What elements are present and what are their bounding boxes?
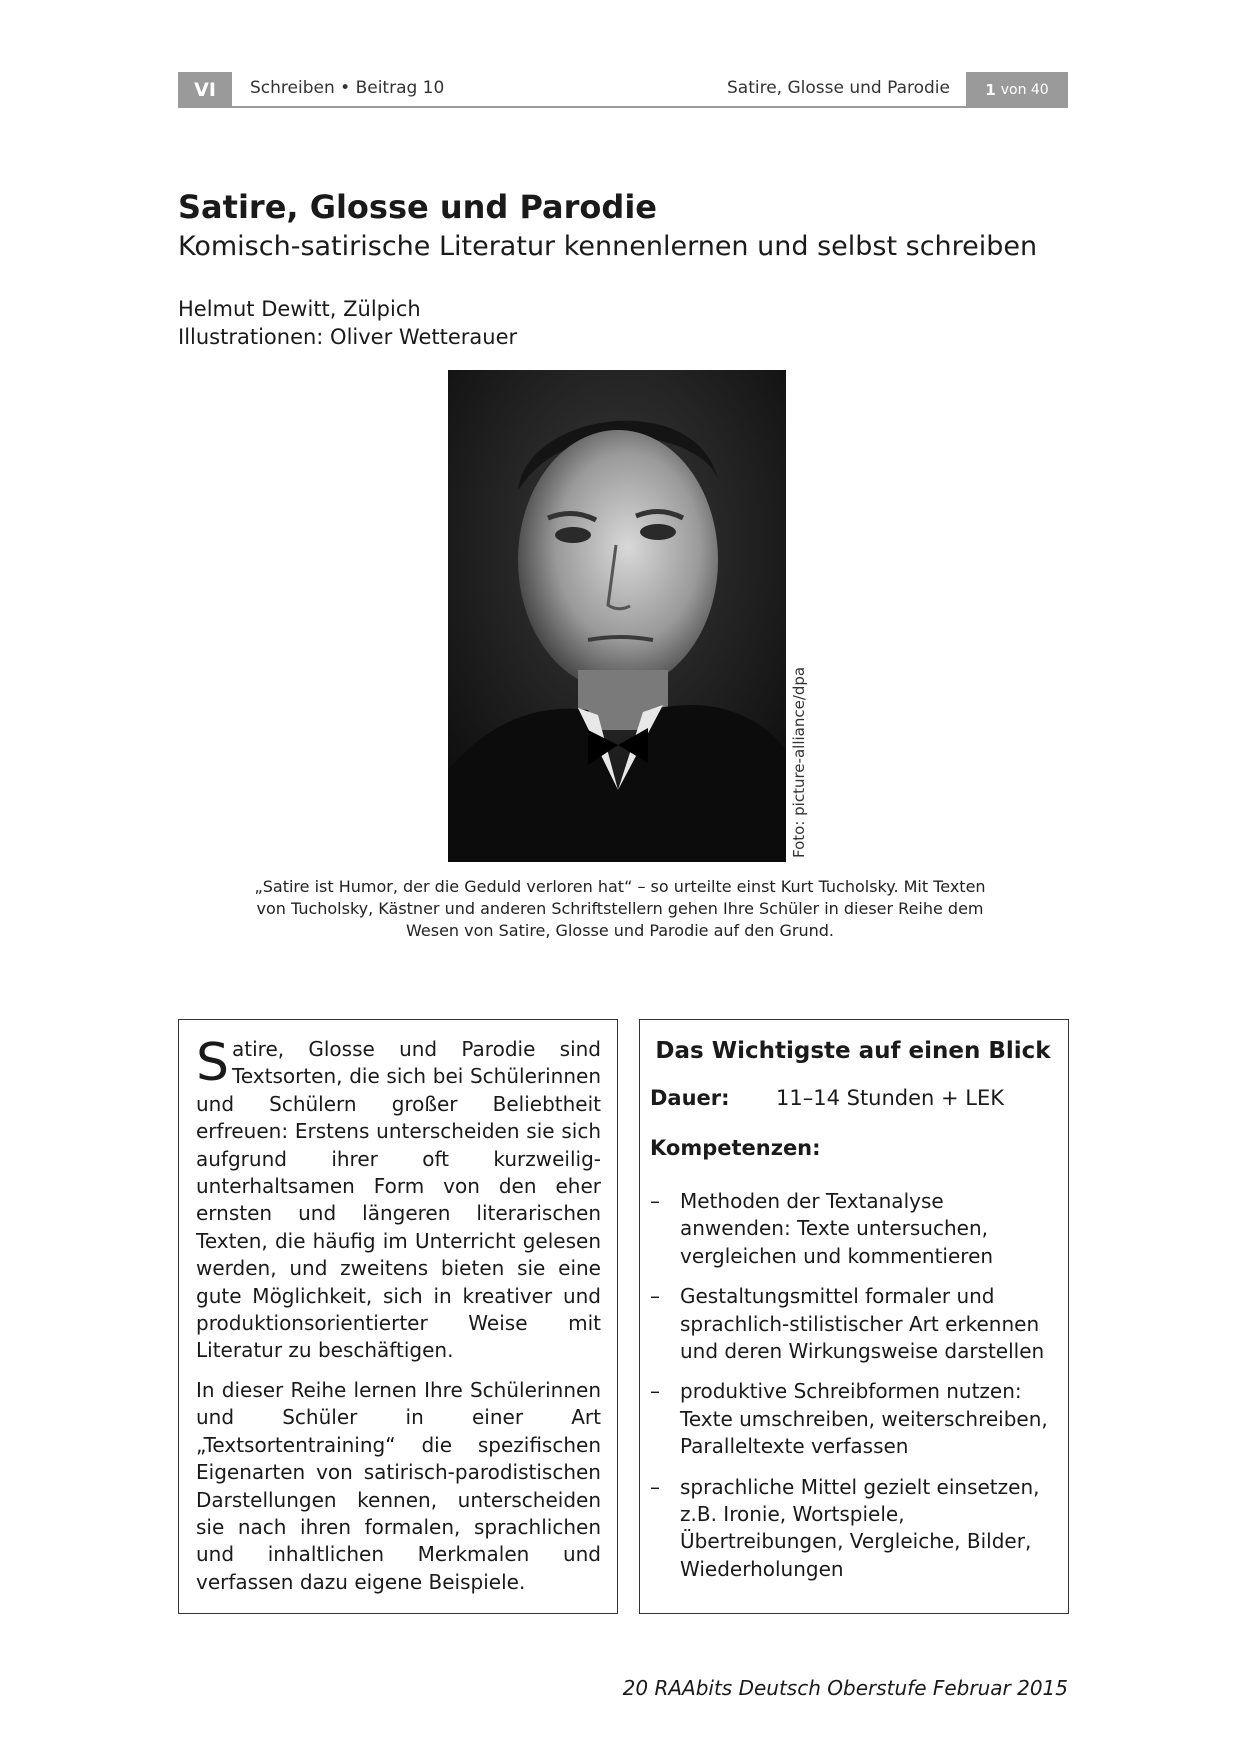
header-rule	[178, 106, 1068, 108]
page-counter	[966, 72, 1068, 108]
photo-credit: Foto: picture-alliance/dpa	[790, 666, 808, 858]
drop-cap: S	[196, 1033, 230, 1093]
dash-bullet: –	[650, 1379, 660, 1404]
overview-title: Das Wichtigste auf einen Blick	[655, 1038, 1051, 1064]
competencies-heading: Kompetenzen:	[650, 1136, 821, 1160]
list-item	[650, 1474, 1056, 1584]
author-block	[178, 295, 517, 351]
competency-text: sprachliche Mittel gezielt einsetzen, z.B. Ironie, Wortspiele, Übertreibungen, Vergleiche, Bilder, Wiederholungen	[680, 1474, 1040, 1581]
author-name: Helmut Dewitt, Zülpich	[178, 297, 421, 321]
page-number: 1	[985, 81, 996, 99]
page-total: von 40	[1000, 82, 1049, 98]
portrait-illustration	[448, 370, 786, 862]
portrait-photo	[448, 370, 786, 862]
page-title: Satire, Glosse und Parodie	[178, 188, 657, 226]
competency-text: produktive Schreibformen nutzen: Texte umschreiben, weiterschreiben, Paralleltexte verfassen	[680, 1379, 1048, 1459]
overview-box	[639, 1019, 1069, 1614]
intro-paragraph-2: In dieser Reihe lernen Ihre Schülerinnen und Schüler in einer Art „Textsortentraining“ die spezifischen Eigenarten von satirisch-parodistischen Darstellungen kennen, unterscheiden sie nach ihren formalen, sprachlichen und inhaltlichen Merkmalen und verfassen dazu eigene Beispiele.	[196, 1377, 601, 1594]
header-topic: Satire, Glosse und Parodie	[727, 78, 950, 98]
list-item	[650, 1378, 1056, 1460]
dash-bullet: –	[650, 1284, 660, 1309]
duration-label: Dauer:	[650, 1086, 730, 1110]
intro-paragraph-1	[196, 1033, 601, 1365]
competency-text: Gestaltungsmittel formaler und sprachlich-stilistischer Art erkennen und deren Wirkungsweise darstellen	[680, 1284, 1045, 1364]
dash-bullet: –	[650, 1474, 660, 1499]
section-badge: VI	[178, 72, 232, 108]
competency-text: Methoden der Textanalyse anwenden: Texte untersuchen, vergleichen und kommentieren	[680, 1189, 994, 1268]
duration-value: 11–14 Stunden + LEK	[776, 1086, 1005, 1110]
list-item	[650, 1283, 1056, 1365]
list-item	[650, 1188, 1056, 1270]
dash-bullet: –	[650, 1189, 660, 1213]
duration-row	[650, 1086, 1056, 1110]
competencies-list	[650, 1188, 1056, 1583]
page-subtitle: Komisch-satirische Literatur kennenlernen und selbst schreiben	[178, 231, 1038, 262]
page-header	[178, 72, 1068, 108]
intro-box	[178, 1019, 618, 1614]
header-series: Schreiben • Beitrag 10	[250, 78, 445, 98]
illustrator-name: Illustrationen: Oliver Wetterauer	[178, 325, 518, 349]
photo-caption: „Satire ist Humor, der die Geduld verloren hat“ – so urteilte einst Kurt Tucholsky. Mit Texten von Tucholsky, Kästner und anderen Schriftstellern gehen Ihre Schüler in dieser Reihe dem Wesen von Satire, Glosse und Parodie auf den Grund.	[254, 877, 986, 940]
page-footer: 20 RAAbits Deutsch Oberstufe Februar 2015	[622, 1676, 1068, 1700]
intro-paragraph-1-text: atire, Glosse und Parodie sind Textsorten, die sich bei Schülerinnen und Schülern großer Beliebtheit erfreuen: Erstens unterscheiden sie sich aufgrund ihrer oft kurzweilig-unterhaltsamen Form von den eher ernsten und längeren literarischen Texten, die häufig im Unterricht gelesen werden, und zweitens bieten sie eine gute Möglichkeit, sich in kreativer und produktionsorientierter Weise mit Literatur zu beschäftigen.	[196, 1037, 601, 1363]
